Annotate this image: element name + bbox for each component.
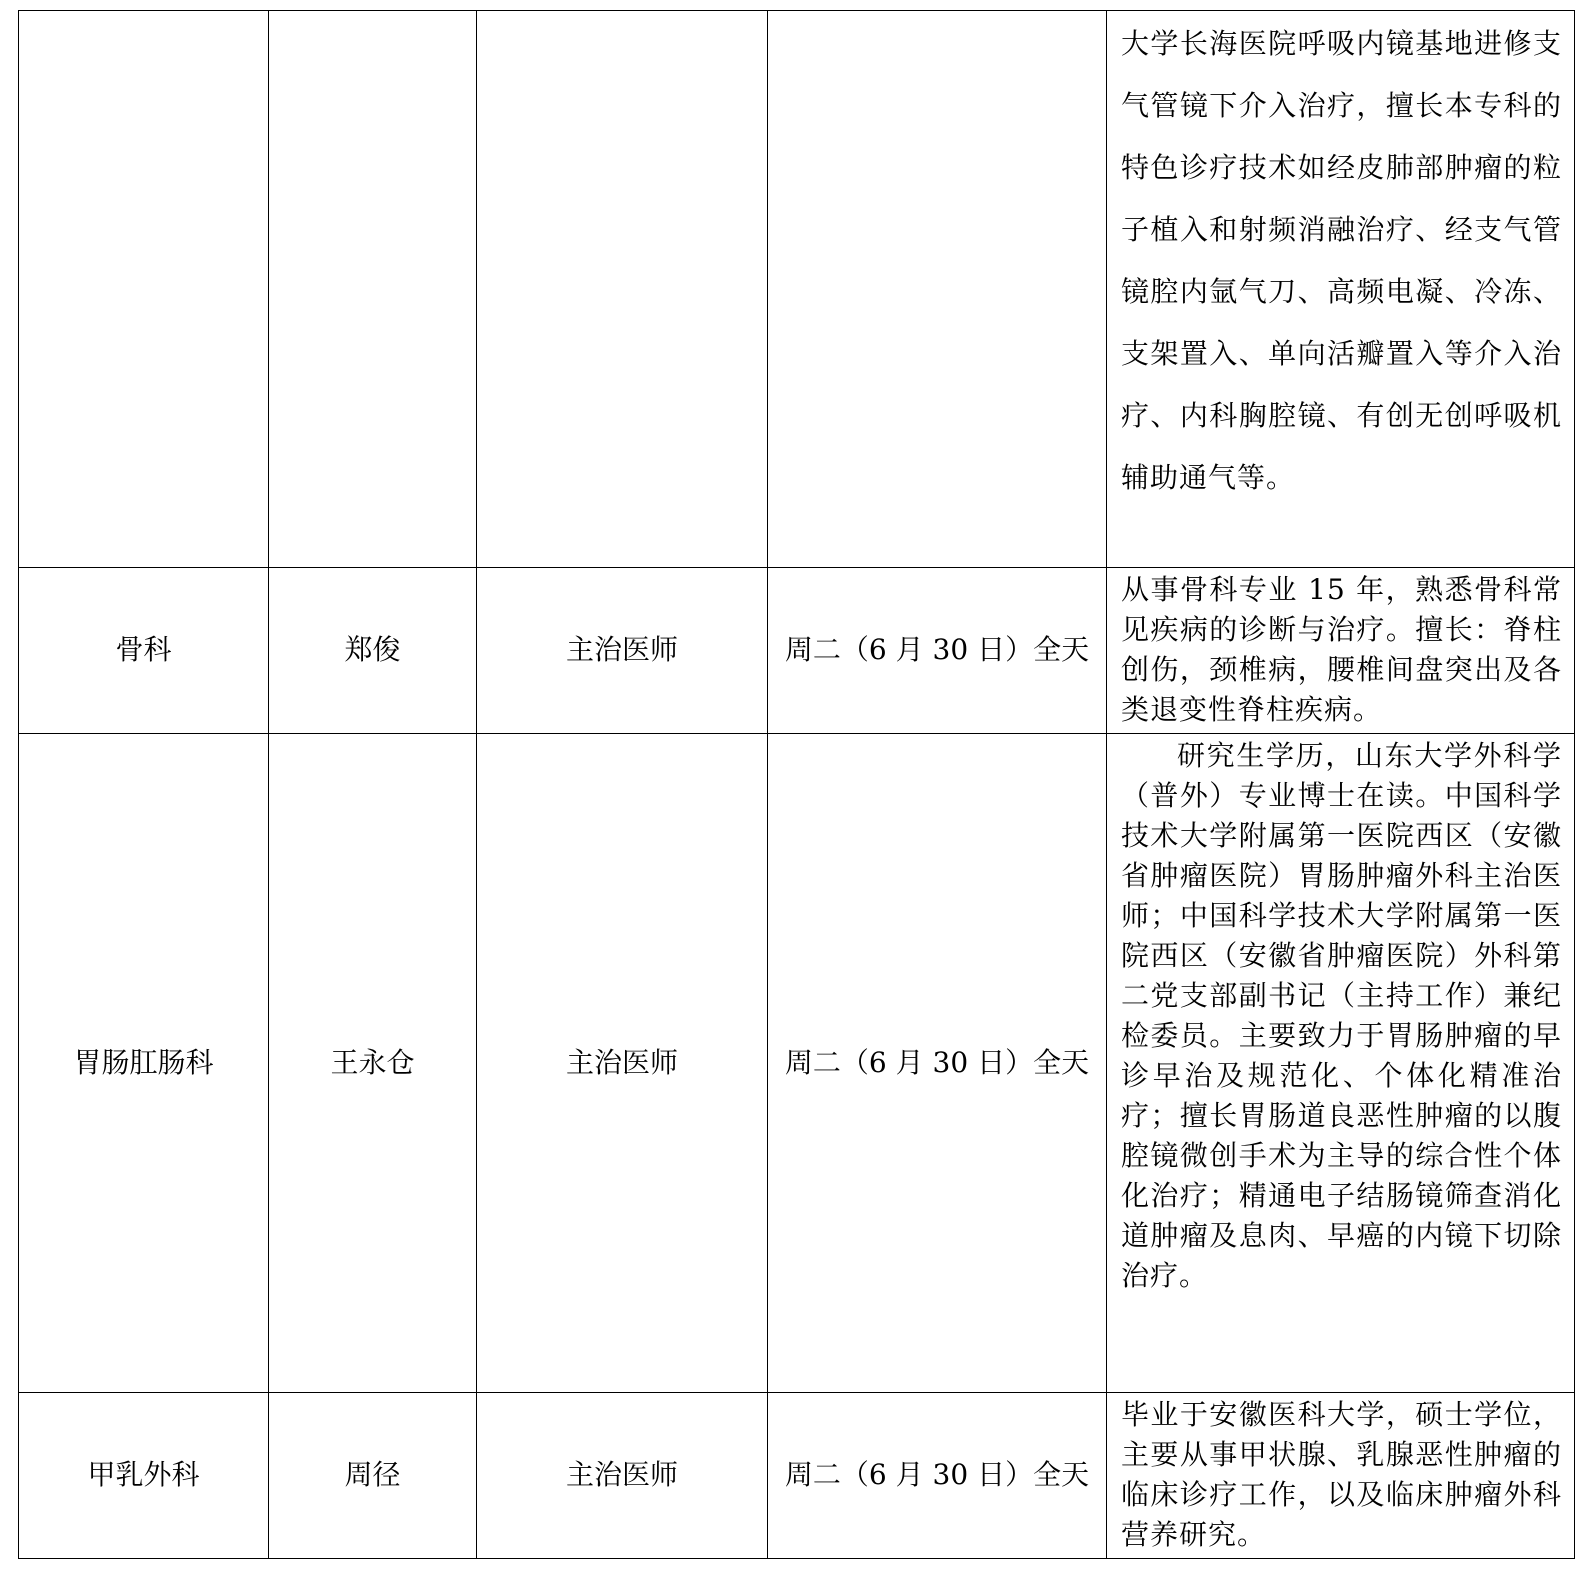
- doctor-cell: 周径: [269, 1393, 477, 1559]
- doctor-cell: 郑俊: [269, 568, 477, 734]
- desc-text: 研究生学历，山东大学外科学（普外）专业博士在读。中国科学技术大学附属第一医院西区（安徽省肿瘤医院）胃肠肿瘤外科主治医师；中国科学技术大学附属第一医院西区（安徽省肿瘤医院）外科第二党支部副书记（主持工作）兼纪检委员。主要致力于胃肠肿瘤的早诊早治及规范化、个体化精准治疗；擅长胃肠道良恶性肿瘤的以腹腔镜微创手术为主导的综合性个体化治疗；精通电子结肠镜筛查消化道肿瘤及息肉、早癌的内镜下切除治疗。: [1121, 739, 1562, 1292]
- title-cell: 主治医师: [477, 568, 768, 734]
- desc-cell: [1107, 568, 1575, 734]
- time-cell: 周二（6 月 30 日）全天: [768, 734, 1107, 1393]
- table-row: [19, 1393, 1575, 1559]
- title-cell: 主治医师: [477, 734, 768, 1393]
- desc-cell: [1107, 734, 1575, 1393]
- desc-cell: [1107, 1393, 1575, 1559]
- table-row: [19, 734, 1575, 1393]
- dept-cell: 骨科: [19, 568, 269, 734]
- dept-cell: 甲乳外科: [19, 1393, 269, 1559]
- schedule-table: [18, 10, 1575, 1559]
- dept-cell: [19, 11, 269, 568]
- desc-text: 毕业于安徽医科大学，硕士学位，主要从事甲状腺、乳腺恶性肿瘤的临床诊疗工作，以及临床肿瘤外科营养研究。: [1121, 1398, 1562, 1551]
- time-cell: [768, 11, 1107, 568]
- desc-text: 大学长海医院呼吸内镜基地进修支气管镜下介入治疗，擅长本专科的特色诊疗技术如经皮肺部肿瘤的粒子植入和射频消融治疗、经支气管镜腔内氩气刀、高频电凝、冷冻、支架置入、单向活瓣置入等介入治疗、内科胸腔镜、有创无创呼吸机辅助通气等。: [1121, 27, 1562, 494]
- title-cell: [477, 11, 768, 568]
- doctor-cell: 王永仓: [269, 734, 477, 1393]
- dept-cell: 胃肠肛肠科: [19, 734, 269, 1393]
- desc-cell: [1107, 11, 1575, 568]
- title-cell: 主治医师: [477, 1393, 768, 1559]
- desc-text: 从事骨科专业 15 年，熟悉骨科常见疾病的诊断与治疗。擅长：脊柱创伤，颈椎病，腰椎间盘突出及各类退变性脊柱疾病。: [1121, 573, 1562, 726]
- doctor-cell: [269, 11, 477, 568]
- table-row: [19, 568, 1575, 734]
- time-cell: 周二（6 月 30 日）全天: [768, 568, 1107, 734]
- table-row: [19, 11, 1575, 568]
- time-cell: 周二（6 月 30 日）全天: [768, 1393, 1107, 1559]
